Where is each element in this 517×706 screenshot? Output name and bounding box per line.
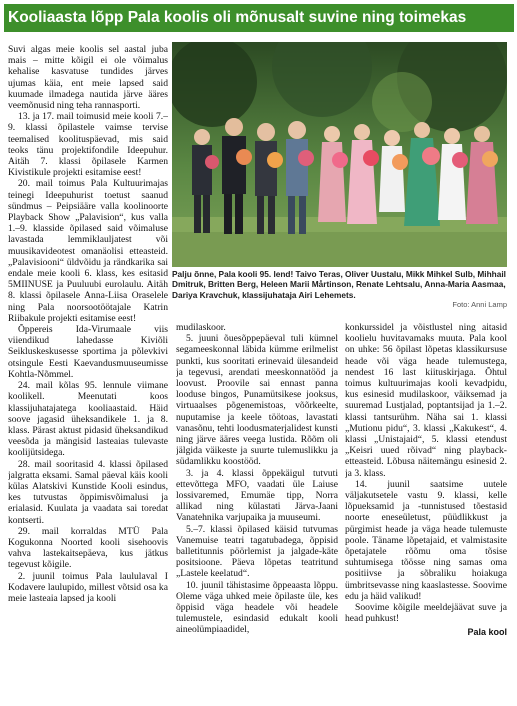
paragraph: 2. juunil toimus Pala laululaval I Kodavere laulupido, millest võtsid osa ka meie lasteaia lapsed ja kooli bbox=[8, 570, 168, 604]
article-column-2 bbox=[176, 322, 338, 704]
paragraph: 24. mail kõlas 95. lennule viimane koolikell. Meenutati koos klassijuhatajatega kooliaastaid. Häid soove jagasid üheksandikele 1. ja 8. klass. Pärast aktust pidasid üheksandikud veesõda ja mängisid lasteaias tulevaste koolijütsidega. bbox=[8, 380, 168, 459]
paragraph: 20. mail toimus Pala Kultuurimajas teinegi Ideepuhurist toetust saanud sündmus – Peipsiääre valla koolinoorte Playback Show „Palavision“, kus valla 1.–9. klasside õpilased said võimaluse lavastada lemmiklauljatest või muusikavideotest omanäolisi etteasteid. „Palavisiooni“ üldvõidu ja rändkarika sai endale meie kooli 6. klass, kes esitasid 5MIINUSE ja Puuluubi eurolaulu. Aitäh 8. klassi õpilasele Anna-Liisa Oraselele ning Pala noorsootöötajale Katrin Riibakule projekti esitamise eest! bbox=[8, 178, 168, 324]
paragraph: mudilaskoor. bbox=[176, 322, 226, 333]
paragraph: 10. juunil tähistasime õppeaasta lõppu. Oleme väga uhked meie õpilaste üle, kes õppisid väga headele või headele tulemustele, esindasid edukalt kooli aineolümpiaadidel, bbox=[176, 579, 338, 636]
paragraph: 29. mail korraldas MTÜ Pala Kogukonna Noorted kooli sisehoovis vahva lastekaitsepäeva, kus jätkus tegevust kõigile. bbox=[8, 525, 168, 571]
paragraph: 5.–7. klassi õpilased käisid tutvumas Vanemuise teatri tagatubadega, õppisid balletitunnis pöörlemist ja jalgade-käte positsioone. Päeva lõpetas teatritund „Lastele keelatud“. bbox=[176, 523, 338, 580]
paragraph: konkurssidel ja võistlustel ning aitasid koolielu huvitavamaks muuta. Pala kool on uhke: 56 õpilast lõpetas klassikursuse heade või väga heade tulemustega, nendest 16 last kiituskirjaga. Õhtul toimus kultuurimajas kooli kevadpidu, kus esinesid mudilaskoor, väiksemad ja suuremad Lustjalad, poptantsijad ja 1.–2. klassi tantsurühm. Näha sai 1. klassi „Mutionu pidu“, 3. klassi „Kakukest“, 4. klassi „Unistajaid“, 5. klassi etendust „Keisri uued rõivad“ ning playback-etteasteid. Lõbusa näitemängu esinesid 2. ja 3. klass. bbox=[345, 322, 507, 479]
photo-credit: Foto: Anni Lamp bbox=[452, 300, 507, 309]
photo-caption: Palju õnne, Pala kooli 95. lend! Taivo Teras, Oliver Uustalu, Mikk Mihkel Sulb, Mihhail Dmitruk, Britten Berg, Heleen Marii Mårtinson, Renate Lehtsalu, Anna-Maria Aasmaa, Dariya Kravchuk, klassijuhataja Airi Lehemets. bbox=[172, 269, 506, 300]
article-column-1 bbox=[8, 44, 168, 704]
class-photo bbox=[172, 42, 507, 267]
signature: Pala kool bbox=[467, 627, 507, 638]
graduates-photo-illustration bbox=[172, 42, 507, 267]
paragraph: 13. ja 17. mail toimusid meie kooli 7.–9. klassi õpilastele vaimse tervise teemalised koolituspäevad, mis said teoks tänu projektifondile Ideepuhur. Aitäh 7. klassi õpilasele Karmen Kivistikule projekti esitamise eest! bbox=[8, 111, 168, 179]
paragraph: Suvi algas meie koolis sel aastal juba mais – mitte kõigil ei ole võimalus kehalise kasvatuse tundides järves ujumas käia, ent meie lapsed said kuumade ilmadega nautida järve ääres veemõnusid ning teha rannasporti. bbox=[8, 44, 168, 112]
paragraph: 5. juuni õuesõppepäeval tuli kümnel segameeskonnal läbida kümme erilmelist punkti, kus sooritati erinevaid ülesandeid ja tegevusi, arendati meeskonnatööd ja loovust. Proovile sai ennast panna looduse bingos, Punamütsikese jooksus, virtuaalses põgenemistoas, võõrkeelte, nuputamise ja keele töötoas, lavastati vanasõnu, tehti loodusmaterjalidest kunsti ning järve ääres veega lustida. Rõõm oli jälgida väikeste ja suurte tulemuslikku ja südamlikku koostööd. bbox=[176, 333, 338, 468]
paragraph: Õppereis Ida-Virumaale viis viiendikud lahedasse Kiviõli Seikluskeskusesse sportima ja põlevkivi otsingule Eesti Kaevandusmuuseumisse Kohtla-Nõmmel. bbox=[8, 324, 168, 380]
article-column-3 bbox=[345, 322, 507, 704]
paragraph: 14. juunil saatsime uutele väljakutsetele vastu 9. klassi, kelle lõpueksamid ja -tunnistused tõestasid noorte eneseületust, püüdlikkust ja pürgimist heade ja väga heade tulemuste poole. Täname lõpetajaid, et valmistasite õpetajatele rõõmu oma tõsise suhtumisega tõösse ning samas oma positiivse ja sõbraliku hoiakuga ümbritsevasse ning kaaslastesse. Soovime edu ja häid valikud! bbox=[345, 478, 507, 602]
paragraph: 28. mail sooritasid 4. klassi õpilased jalgratta eksami. Samal päeval käis kooli külas Alatskivi Kunstide Kooli esindus, kes tutvustas õppimisvõimalusi ja erialasid. Kuulata ja vaadata sai toredat kontserti. bbox=[8, 458, 168, 526]
headline: Kooliaasta lõpp Pala koolis oli mõnusalt suvine ning toimekas bbox=[4, 4, 514, 32]
paragraph: 3. ja 4. klassi õppekäigul tutvuti ettevõttega MFO, vaadati üle Laiuse lossivaremed, Emumäe tipp, Norra allikad ning külastati Järva-Jaani Vanatehnika varjupaika ja muuseumi. bbox=[176, 467, 338, 524]
paragraph: Soovime kõigile meeldejäävat suve ja head puhkust! bbox=[345, 602, 507, 625]
